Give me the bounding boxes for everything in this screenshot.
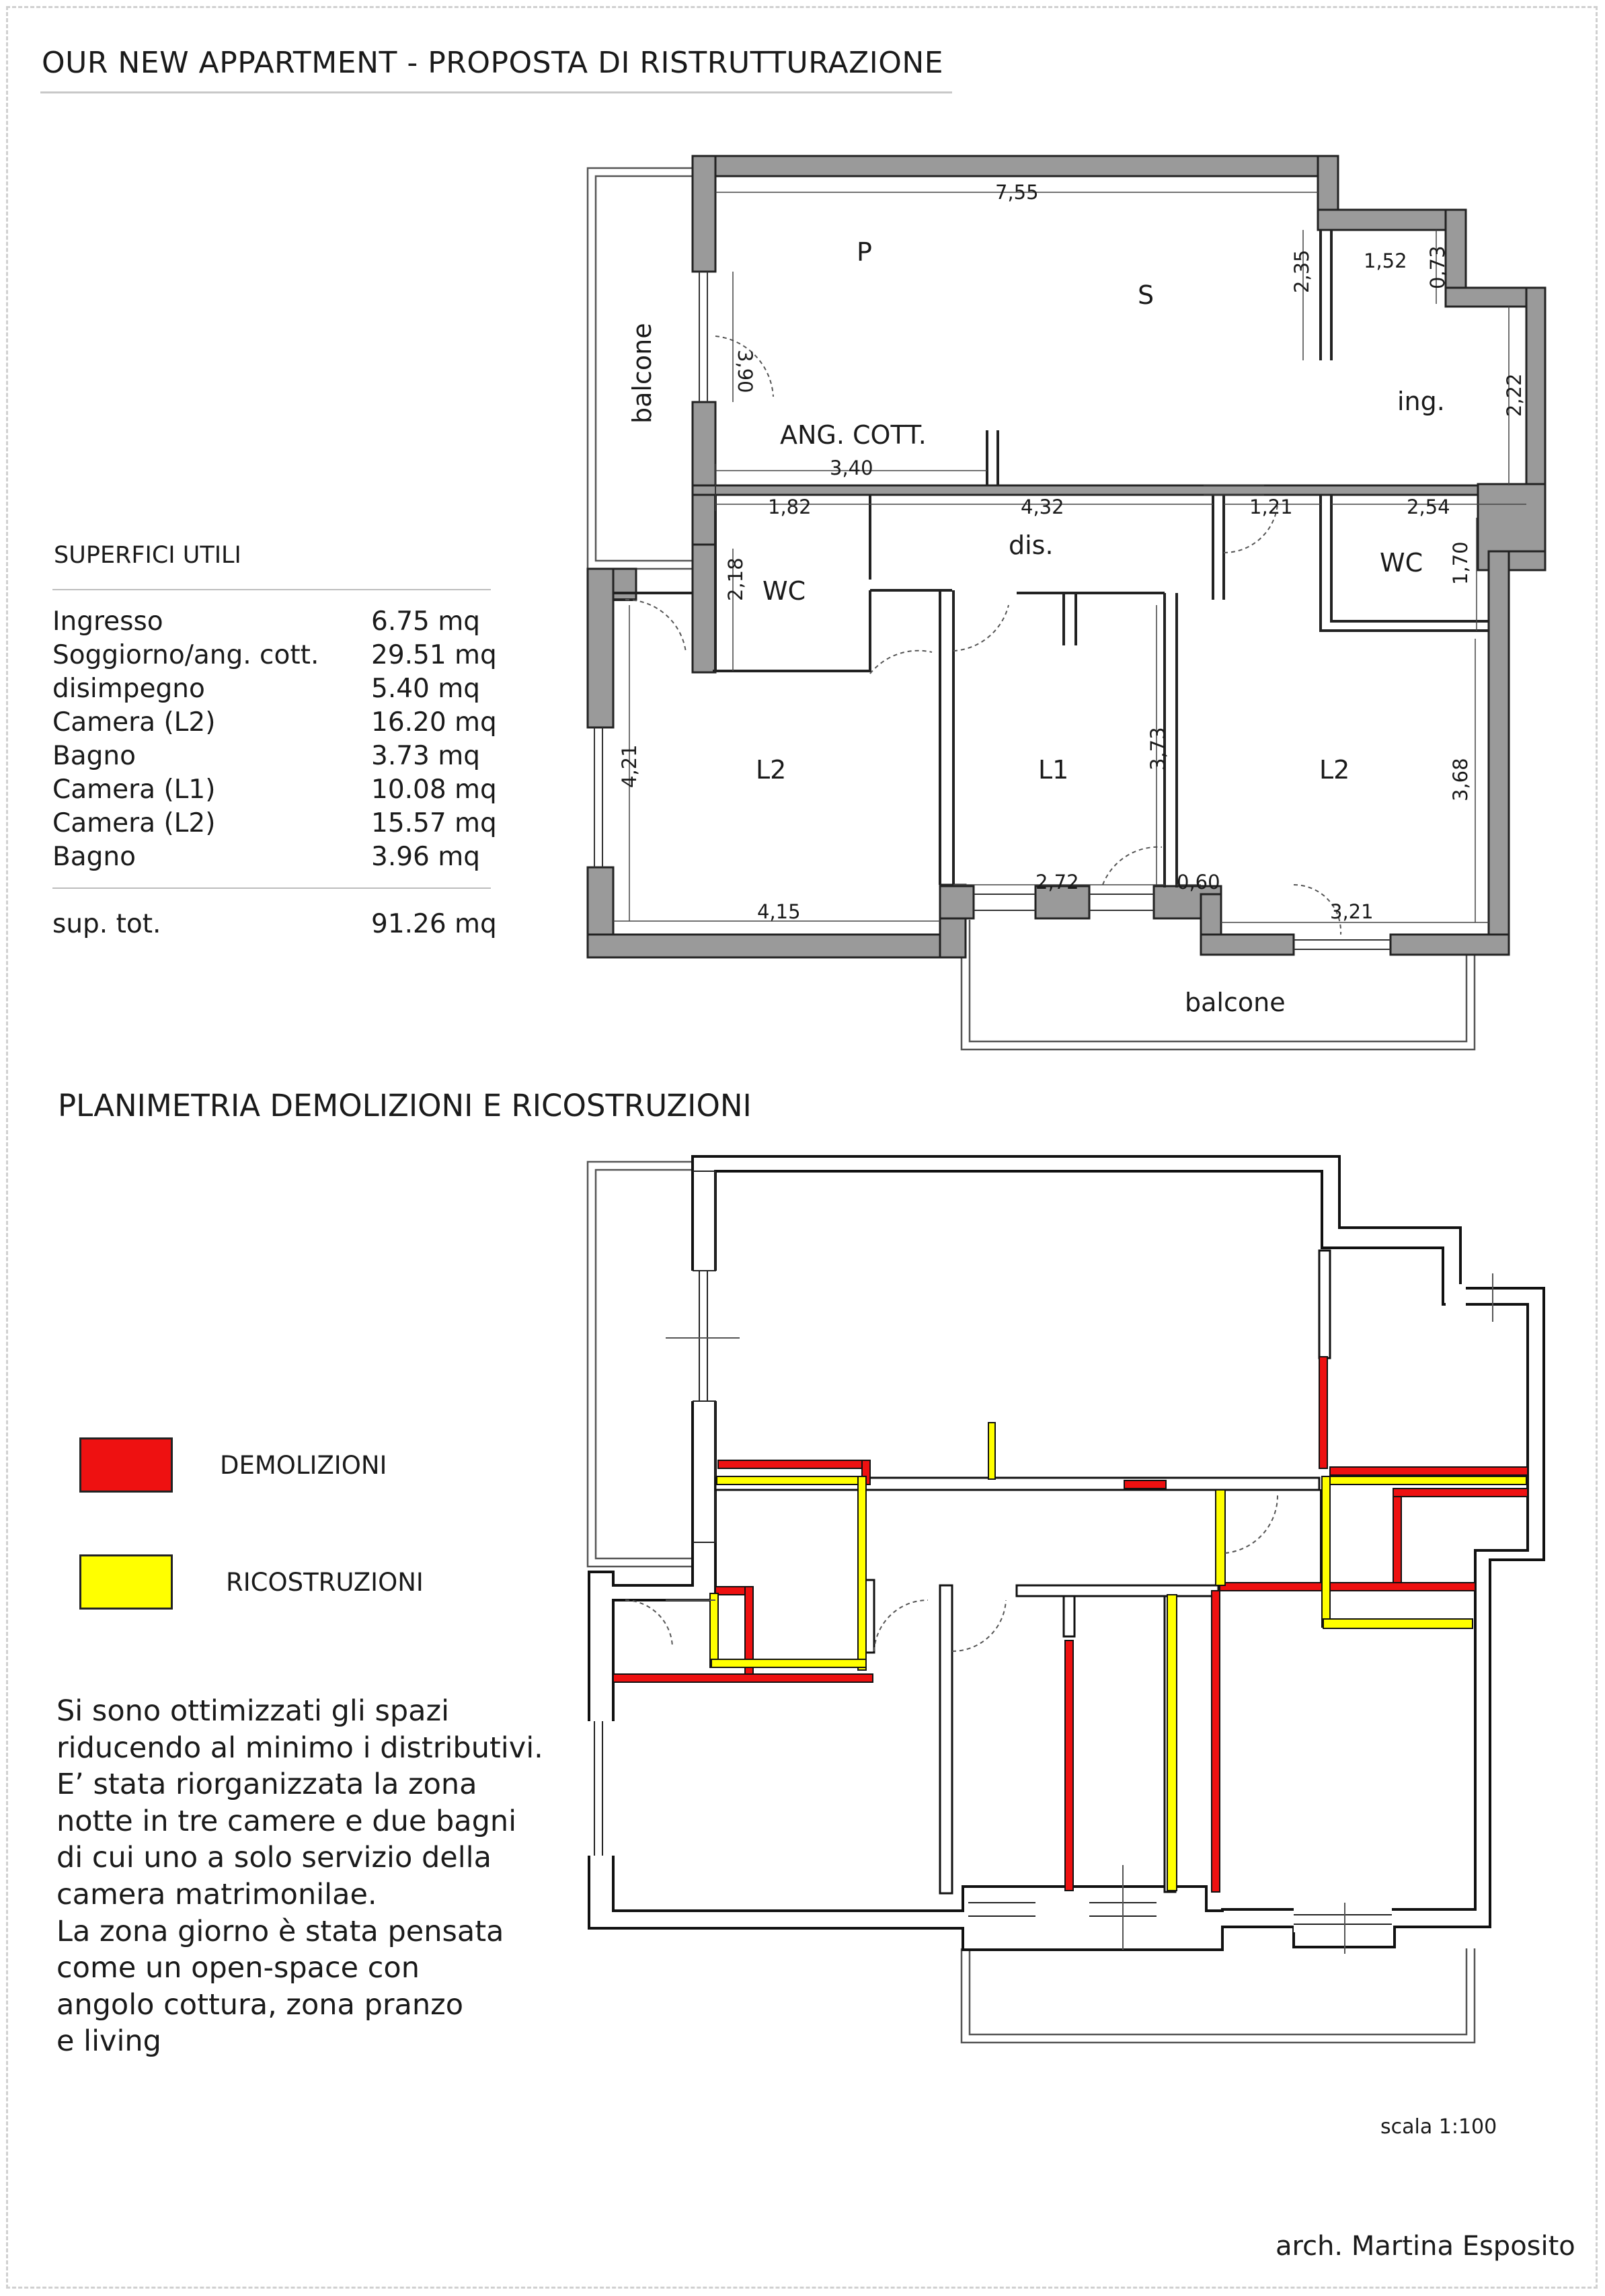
dim-label: 0,60 (1177, 871, 1220, 894)
dim-label: 7,55 (995, 181, 1039, 204)
dim-label: 1,52 (1364, 249, 1407, 272)
room-label-wc-left: WC (762, 576, 806, 606)
dim-label: 3,40 (830, 457, 873, 479)
superfici-row-label: Camera (L2) (52, 808, 216, 838)
notes-line: camera matrimonilae. (56, 1877, 377, 1911)
dim-label: 3,21 (1330, 900, 1374, 923)
dim-label: 3,90 (734, 350, 756, 393)
room-label-l2-right: L2 (1319, 755, 1350, 785)
dim-label: 1,70 (1449, 541, 1472, 585)
superfici-row-value: 3.96 mq (371, 842, 480, 872)
superfici-total-label: sup. tot. (52, 909, 161, 939)
author-credit: arch. Martina Esposito (1276, 2231, 1575, 2262)
dim-label: 2,54 (1407, 496, 1450, 518)
room-label-balcone-side: balcone (627, 323, 657, 424)
notes-line: riducendo al minimo i distributivi. (56, 1731, 543, 1765)
room-label-l2-left: L2 (756, 755, 787, 785)
room-label-ingresso: ing. (1397, 387, 1445, 416)
room-label-p: P (857, 237, 872, 267)
dim-label: 1,82 (768, 496, 812, 518)
superfici-heading: SUPERFICI UTILI (54, 542, 241, 569)
dim-label: 2,18 (724, 557, 747, 601)
notes-line: Si sono ottimizzati gli spazi (56, 1694, 450, 1728)
room-label-wc-right: WC (1380, 548, 1423, 578)
scale-label: scala 1:100 (1380, 2115, 1497, 2139)
notes-line: angolo cottura, zona pranzo (56, 1987, 464, 2022)
superfici-row-value: 10.08 mq (371, 775, 497, 805)
notes-line: notte in tre camere e due bagni (56, 1804, 517, 1838)
superfici-row-value: 5.40 mq (371, 674, 480, 704)
superfici-total-value: 91.26 mq (371, 909, 497, 939)
page-title: OUR NEW APPARTMENT - PROPOSTA DI RISTRUTTURAZIONE (42, 46, 944, 80)
notes-line: e living (56, 2024, 161, 2059)
plan-proposal (588, 156, 1545, 1050)
plan-demolizioni (588, 1156, 1544, 2043)
notes-line: E’ stata riorganizzata la zona (56, 1768, 477, 1802)
superfici-row-value: 15.57 mq (371, 808, 497, 838)
notes-line: come un open-space con (56, 1951, 420, 1985)
dim-label: 4,15 (757, 900, 801, 923)
room-label-disimpegno: dis. (1009, 530, 1054, 560)
room-label-s: S (1138, 280, 1154, 310)
notes-line: di cui uno a solo servizio della (56, 1841, 492, 1875)
dim-label: 4,32 (1021, 496, 1064, 518)
room-label-angolo-cottura: ANG. COTT. (780, 420, 927, 450)
room-label-balcone-bottom: balcone (1185, 988, 1286, 1017)
superfici-row-value: 29.51 mq (371, 640, 497, 670)
dim-label: 3,73 (1146, 727, 1169, 770)
dim-label: 4,21 (618, 744, 641, 788)
dim-label: 1,21 (1249, 496, 1293, 518)
superfici-row-label: Bagno (52, 842, 136, 872)
notes-line: La zona giorno è stata pensata (56, 1914, 504, 1948)
dim-label: 3,68 (1449, 758, 1472, 801)
room-label-l1: L1 (1038, 755, 1069, 785)
superfici-row-label: Bagno (52, 741, 136, 771)
dim-label: 0,73 (1426, 245, 1449, 289)
superfici-row-label: Ingresso (52, 606, 163, 637)
superfici-row-label: Camera (L1) (52, 775, 216, 805)
dim-label: 2,72 (1035, 871, 1079, 894)
superfici-row-value: 16.20 mq (371, 707, 497, 738)
dim-label: 2,35 (1290, 249, 1313, 293)
superfici-row-label: Soggiorno/ang. cott. (52, 640, 319, 670)
section-title-demolizioni: PLANIMETRIA DEMOLIZIONI E RICOSTRUZIONI (58, 1088, 752, 1123)
legend-label-ricostruzioni: RICOSTRUZIONI (226, 1568, 424, 1597)
legend-label-demolizioni: DEMOLIZIONI (220, 1451, 387, 1480)
superfici-row-value: 6.75 mq (371, 606, 480, 637)
superfici-row-label: disimpegno (52, 674, 205, 704)
superfici-row-label: Camera (L2) (52, 707, 216, 738)
dim-label: 2,22 (1503, 373, 1526, 417)
superfici-row-value: 3.73 mq (371, 741, 480, 771)
